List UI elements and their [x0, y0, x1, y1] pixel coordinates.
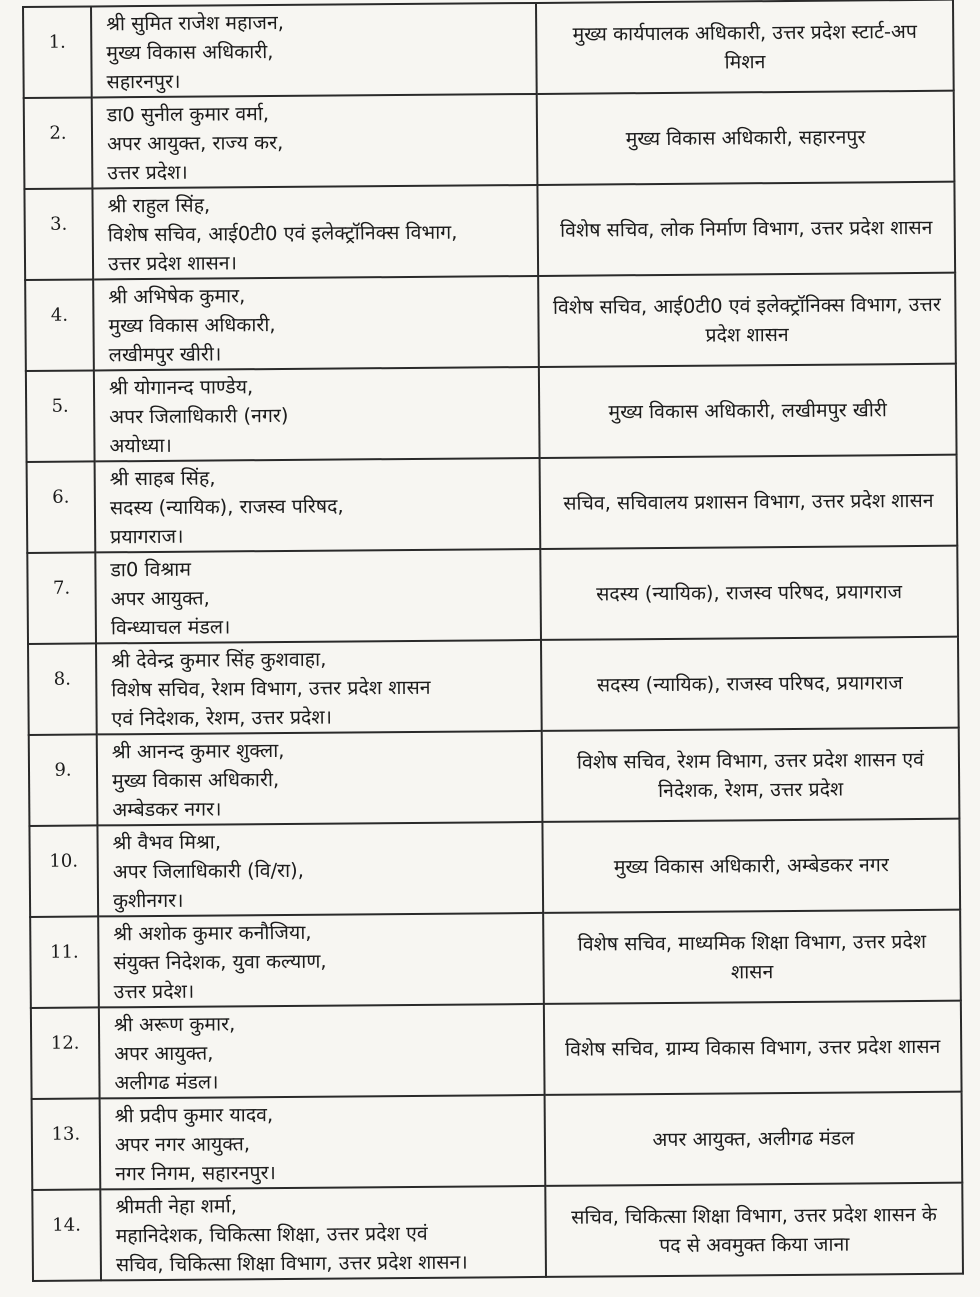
new-posting: सचिव, सचिवालय प्रशासन विभाग, उत्तर प्रदेश शासन [540, 455, 958, 549]
officer-detail-line: श्री योगानन्द पाण्डेय, [108, 375, 254, 400]
serial-number: 3. [24, 188, 93, 280]
serial-number: 13. [32, 1098, 101, 1190]
officer-detail-line: अयोध्या। [109, 433, 172, 458]
officer-detail-line: विशेष सचिव, आई0टी0 एवं इलेक्ट्रॉनिक्स विभाग, [107, 220, 458, 247]
officer-detail-line: श्री आनन्द कुमार शुक्ला, [111, 738, 285, 764]
officer-detail-line: अपर जिलाधिकारी (नगर) [109, 403, 289, 429]
officer-detail-line: मुख्य विकास अधिकारी, [106, 40, 274, 65]
officer-detail-line: श्री सुमित राजेश महाजन, [106, 10, 285, 36]
officer-detail-line: श्री देवेन्द्र कुमार सिंह कुशवाहा, [111, 647, 327, 673]
officer-detail-line: उत्तर प्रदेश शासन। [107, 251, 238, 276]
new-posting: सदस्य (न्यायिक), राजस्व परिषद, प्रयागराज [540, 546, 958, 640]
officer-detail-line: संयुक्त निदेशक, युवा कल्याण, [113, 949, 327, 975]
officer-current-post [91, 3, 537, 97]
serial-number: 5. [26, 370, 95, 462]
new-posting: मुख्य विकास अधिकारी, लखीमपुर खीरी [539, 364, 957, 458]
officer-detail-line: मुख्य विकास अधिकारी, [108, 313, 276, 338]
officer-detail-line: अपर आयुक्त, राज्य कर, [106, 130, 284, 156]
transfer-table-body [23, 0, 963, 1281]
table-row [30, 910, 961, 1008]
officer-detail-line: प्रयागराज। [110, 524, 184, 549]
table-row [24, 182, 955, 280]
officer-detail-line: एवं निदेशक, रेशम, उत्तर प्रदेश। [111, 705, 333, 731]
serial-number: 6. [27, 461, 96, 553]
officer-current-post [92, 94, 538, 188]
officer-detail-line: उत्तर प्रदेश। [107, 160, 188, 185]
serial-number: 9. [29, 734, 98, 826]
table-row [32, 1183, 963, 1281]
new-posting: सचिव, चिकित्सा शिक्षा विभाग, उत्तर प्रदेश शासन के पद से अवमुक्त किया जाना [545, 1183, 963, 1277]
new-posting: मुख्य विकास अधिकारी, सहारनपुर [537, 91, 955, 185]
officer-current-post [97, 731, 543, 825]
officer-detail-line: कुशीनगर। [112, 888, 184, 913]
officer-current-post [99, 1004, 545, 1098]
officer-detail-line: सहारनपुर। [106, 69, 181, 94]
table-row [24, 91, 955, 189]
new-posting: मुख्य विकास अधिकारी, अम्बेडकर नगर [542, 819, 960, 913]
officer-detail-line: अम्बेडकर नगर। [112, 797, 222, 822]
transfer-order-sheet [22, 0, 962, 1282]
officer-detail-line: नगर निगम, सहारनपुर। [115, 1161, 276, 1186]
serial-number: 10. [29, 825, 98, 917]
table-row [31, 1001, 962, 1099]
officer-detail-line: महानिदेशक, चिकित्सा शिक्षा, उत्तर प्रदेश एवं [115, 1221, 428, 1248]
new-posting: विशेष सचिव, रेशम विभाग, उत्तर प्रदेश शासन एवं निदेशक, रेशम, उत्तर प्रदेश [542, 728, 960, 822]
serial-number: 7. [27, 552, 96, 644]
new-posting: सदस्य (न्यायिक), राजस्व परिषद, प्रयागराज [541, 637, 959, 731]
officer-detail-line: विशेष सचिव, रेशम विभाग, उत्तर प्रदेश शासन [111, 675, 431, 702]
officer-current-post [95, 458, 541, 552]
officer-current-post [95, 549, 541, 643]
officer-current-post [98, 913, 544, 1007]
officer-detail-line: सदस्य (न्यायिक), राजस्व परिषद, [109, 494, 344, 520]
officer-detail-line: श्री प्रदीप कुमार यादव, [114, 1103, 274, 1128]
officer-current-post [100, 1095, 546, 1189]
officer-detail-line: श्री अशोक कुमार कनौजिया, [113, 920, 312, 946]
officer-detail-line: डा0 विश्राम [110, 557, 192, 582]
table-row [29, 819, 960, 917]
table-row [26, 364, 957, 462]
officer-detail-line: अपर आयुक्त, [114, 1041, 214, 1066]
officer-current-post [96, 640, 542, 734]
serial-number: 11. [30, 916, 99, 1008]
serial-number: 4. [25, 279, 94, 371]
serial-number: 2. [24, 97, 93, 189]
table-row [28, 637, 959, 735]
new-posting: अपर आयुक्त, अलीगढ मंडल [545, 1092, 963, 1186]
table-row [27, 546, 958, 644]
serial-number: 12. [31, 1007, 100, 1099]
table-row [32, 1092, 963, 1190]
officer-detail-line: श्रीमती नेहा शर्मा, [115, 1194, 238, 1219]
officer-current-post [93, 276, 539, 370]
officer-detail-line: मुख्य विकास अधिकारी, [111, 768, 280, 793]
officer-detail-line: श्री साहब सिंह, [109, 466, 216, 491]
officer-detail-line: अपर आयुक्त, [110, 586, 210, 611]
table-row [27, 455, 958, 553]
officer-detail-line: उत्तर प्रदेश। [113, 979, 195, 1004]
new-posting: मुख्य कार्यपालक अधिकारी, उत्तर प्रदेश स्टार्ट-अप मिशन [536, 0, 954, 94]
officer-detail-line: अपर नगर आयुक्त, [114, 1132, 251, 1157]
serial-number: 14. [32, 1189, 101, 1281]
new-posting: विशेष सचिव, माध्यमिक शिक्षा विभाग, उत्तर प्रदेश शासन [543, 910, 961, 1004]
officer-detail-line: श्री अभिषेक कुमार, [108, 284, 246, 309]
officer-detail-line: लखीमपुर खीरी। [108, 342, 222, 367]
officer-detail-line: डा0 सुनील कुमार वर्मा, [106, 102, 270, 127]
officer-current-post [92, 185, 538, 279]
transfer-table [22, 0, 964, 1282]
officer-detail-line: श्री राहुल सिंह, [107, 193, 211, 218]
officer-current-post [94, 367, 540, 461]
table-row [25, 273, 956, 371]
new-posting: विशेष सचिव, आई0टी0 एवं इलेक्ट्रॉनिक्स विभाग, उत्तर प्रदेश शासन [538, 273, 956, 367]
table-row [23, 0, 954, 98]
new-posting: विशेष सचिव, लोक निर्माण विभाग, उत्तर प्रदेश शासन [537, 182, 955, 276]
serial-number: 8. [28, 643, 97, 735]
officer-detail-line: श्री वैभव मिश्रा, [112, 830, 222, 855]
officer-current-post [100, 1186, 546, 1280]
table-row [29, 728, 960, 826]
serial-number: 1. [23, 6, 92, 98]
officer-detail-line: श्री अरूण कुमार, [113, 1012, 236, 1037]
officer-current-post [97, 822, 543, 916]
officer-detail-line: अलीगढ मंडल। [114, 1070, 219, 1095]
officer-detail-line: अपर जिलाधिकारी (वि/रा), [112, 858, 305, 884]
officer-detail-line: सचिव, चिकित्सा शिक्षा विभाग, उत्तर प्रदेश शासन। [115, 1250, 468, 1277]
officer-detail-line: विन्ध्याचल मंडल। [110, 615, 231, 640]
new-posting: विशेष सचिव, ग्राम्य विकास विभाग, उत्तर प्रदेश शासन [544, 1001, 962, 1095]
